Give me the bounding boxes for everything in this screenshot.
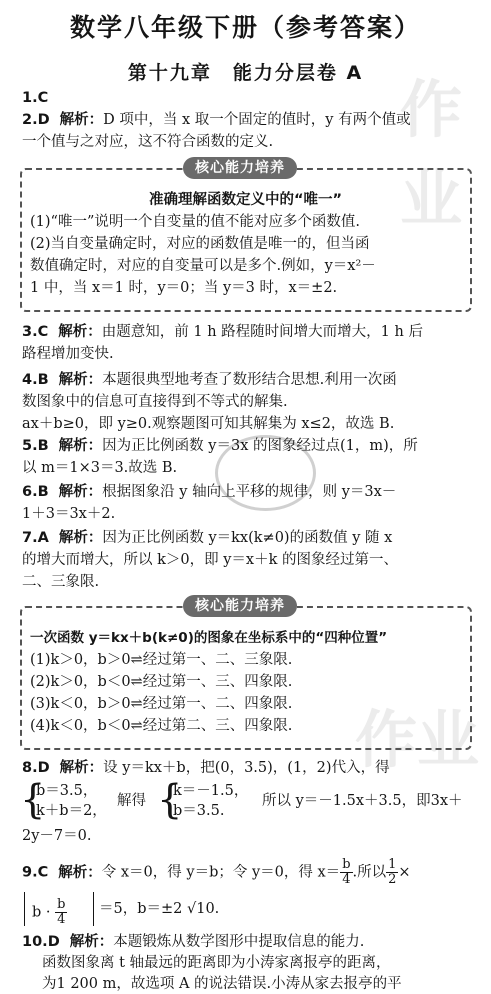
q8-solve-label: 解得 <box>117 793 146 809</box>
q9-abs-bar-left <box>24 892 25 926</box>
question-7 <box>22 528 392 548</box>
q6-answer: B <box>37 484 49 500</box>
q10-analysis-label: 解析： <box>69 934 114 950</box>
tip-badge-2: 核心能力培养 <box>183 595 297 617</box>
watermark-top: 作业 <box>400 73 463 235</box>
question-9 <box>22 858 411 887</box>
q9-line-2a: b · <box>32 904 51 921</box>
q2-line-2: 一个值与之对应，这不符合函数的定义. <box>22 134 274 150</box>
q7-line-2: 的增大而增大，所以 k＞0，即 y＝x＋k 的图象经过第一、 <box>22 552 398 568</box>
q4-line-3: ax＋b≥0，即 y≥0.观察题图可知其解集为 x≤2，故选 B. <box>22 416 395 432</box>
q5-line-2: 以 m＝1×3＝3.故选 B. <box>22 460 178 476</box>
page-title: 数学八年级下册（参考答案） <box>69 13 421 42</box>
q7-number: 7. <box>22 530 38 546</box>
q7-answer: A <box>37 530 49 546</box>
q9-frac2-denominator: 2 <box>388 872 397 887</box>
question-10 <box>22 932 364 952</box>
q10-line-2: 函数图象离 t 轴最远的距离即为小涛家离报亭的距离， <box>42 955 391 971</box>
q1-answer: C <box>37 90 49 106</box>
q9-frac2-numerator: 1 <box>388 857 397 872</box>
question-3 <box>22 322 423 342</box>
q10-line-1: 本题锻炼从数学图形中提取信息的能力. <box>113 934 365 950</box>
q8-system-1-eq-1: b＝3.5， <box>36 783 98 799</box>
q9-answer: C <box>37 864 49 881</box>
watermark-bottom: 作业 <box>355 703 480 776</box>
q2-number: 2. <box>22 112 38 128</box>
q9-frac3-numerator: b <box>57 897 66 912</box>
q4-analysis-label: 解析： <box>58 372 103 388</box>
question-1 <box>22 88 48 108</box>
q3-answer: C <box>37 324 49 340</box>
q8-line-3: 2y－7＝0. <box>22 828 92 844</box>
question-8 <box>22 758 390 778</box>
question-6 <box>22 482 396 502</box>
q2-answer: D <box>37 112 50 128</box>
tip-box-1-line-2: (2)当自变量确定时，对应的函数值是唯一的，但当函 <box>30 236 370 252</box>
tip-box-2-line-2: (2)k＞0，b＜0⇌经过第一、三、四象限. <box>30 674 293 690</box>
tip-box-2-heading: 一次函数 y＝kx＋b(k≠0)的图象在坐标系中的“四种位置” <box>30 630 388 646</box>
question-4 <box>22 370 397 390</box>
q6-line-1: 根据图象沿 y 轴向上平移的规律，则 y＝3x－ <box>102 484 397 500</box>
q3-number: 3. <box>22 324 38 340</box>
q5-number: 5. <box>22 438 38 454</box>
q8-left-brace-1: { <box>20 777 46 823</box>
q6-analysis-label: 解析： <box>58 484 103 500</box>
q6-number: 6. <box>22 484 38 500</box>
q9-line-2b: ＝5，b＝±2 √10. <box>99 901 220 917</box>
q10-number: 10. <box>22 934 48 950</box>
q8-left-brace-2: { <box>157 777 183 823</box>
q4-number: 4. <box>22 372 38 388</box>
q8-answer: D <box>37 760 50 776</box>
question-5 <box>22 436 418 456</box>
q2-analysis-label: 解析： <box>59 112 104 128</box>
q8-line-1: 设 y＝kx＋b，把(0，3.5)，(1，2)代入，得 <box>103 760 390 776</box>
q1-number: 1. <box>22 90 38 106</box>
q9-frac3-denominator: 4 <box>57 912 66 927</box>
q4-line-2: 数图象中的信息可直接得到不等式的解集. <box>22 394 288 410</box>
q8-number: 8. <box>22 760 38 776</box>
q9-line-1c: × <box>398 864 411 881</box>
q3-analysis-label: 解析： <box>58 324 102 340</box>
q4-answer: B <box>37 372 49 388</box>
tip-box-1-line-3: 数值确定时，对应的自变量可以是多个.例如，y＝x²－ <box>30 258 376 274</box>
q9-fraction-one-half <box>386 858 398 887</box>
tip-box-1-heading: 准确理解函数定义中的“唯一” <box>148 192 343 208</box>
q3-line-2: 路程增加变快. <box>22 346 114 362</box>
q6-line-2: 1＋3＝3x＋2. <box>22 506 116 522</box>
q3-line-1: 由题意知，前 1 h 路程随时间增大而增大，1 h 后 <box>101 324 423 340</box>
q10-line-3: 为1 200 m，故选项 A 的说法错误.小涛从家去报亭的平 <box>42 976 402 992</box>
q9-abs-bar-right <box>93 892 94 926</box>
q8-system-1-eq-2: k＋b＝2， <box>36 803 107 819</box>
tip-box-2-line-3: (3)k＜0，b＞0⇌经过第一、二、四象限. <box>30 696 293 712</box>
q5-analysis-label: 解析： <box>58 438 103 454</box>
q8-after-system: 所以 y＝－1.5x＋3.5，即3x＋ <box>262 793 463 809</box>
chapter-subtitle: 第十九章 能力分层卷 A <box>127 62 364 84</box>
q9-fraction-b-over-4-second <box>55 898 67 927</box>
q8-system-2-eq-1: k＝－1.5， <box>173 783 249 799</box>
question-2 <box>22 110 411 130</box>
q8-system-2-eq-2: b＝3.5. <box>173 803 225 819</box>
q9-line-2 <box>32 898 67 927</box>
q5-answer: B <box>37 438 49 454</box>
q10-answer: D <box>47 934 60 950</box>
tip-box-1-line-1: (1)“唯一”说明一个自变量的值不能对应多个函数值. <box>30 214 360 230</box>
q2-line-1: D 项中，当 x 取一个固定的值时，y 有两个值或 <box>103 112 411 128</box>
q9-number: 9. <box>22 864 38 881</box>
q9-analysis-label: 解析： <box>58 864 102 881</box>
q4-line-1: 本题很典型地考查了数形结合思想.利用一次函 <box>102 372 397 388</box>
q9-line-1a: 令 x＝0，得 y＝b；令 y＝0，得 x＝ <box>101 864 341 881</box>
q7-analysis-label: 解析： <box>58 530 103 546</box>
q9-fraction-b-over-4 <box>340 858 352 887</box>
tip-box-1-line-4: 1 中，当 x＝1 时，y＝0；当 y＝3 时，x＝±2. <box>30 280 338 296</box>
q7-line-3: 二、三象限. <box>22 574 100 590</box>
tip-box-2-line-4: (4)k＜0，b＜0⇌经过第二、三、四象限. <box>30 718 293 734</box>
q9-frac1-numerator: b <box>342 857 351 872</box>
q9-frac1-denominator: 4 <box>342 872 351 887</box>
q8-analysis-label: 解析： <box>59 760 104 776</box>
tip-box-2-line-1: (1)k＞0，b＞0⇌经过第一、二、三象限. <box>30 652 293 668</box>
q9-line-1b: .所以 <box>352 864 387 881</box>
q5-line-1: 因为正比例函数 y＝3x 的图象经过点(1，m)，所 <box>102 438 418 454</box>
tip-badge-1: 核心能力培养 <box>183 157 297 179</box>
q7-line-1: 因为正比例函数 y＝kx(k≠0)的函数值 y 随 x <box>102 530 393 546</box>
